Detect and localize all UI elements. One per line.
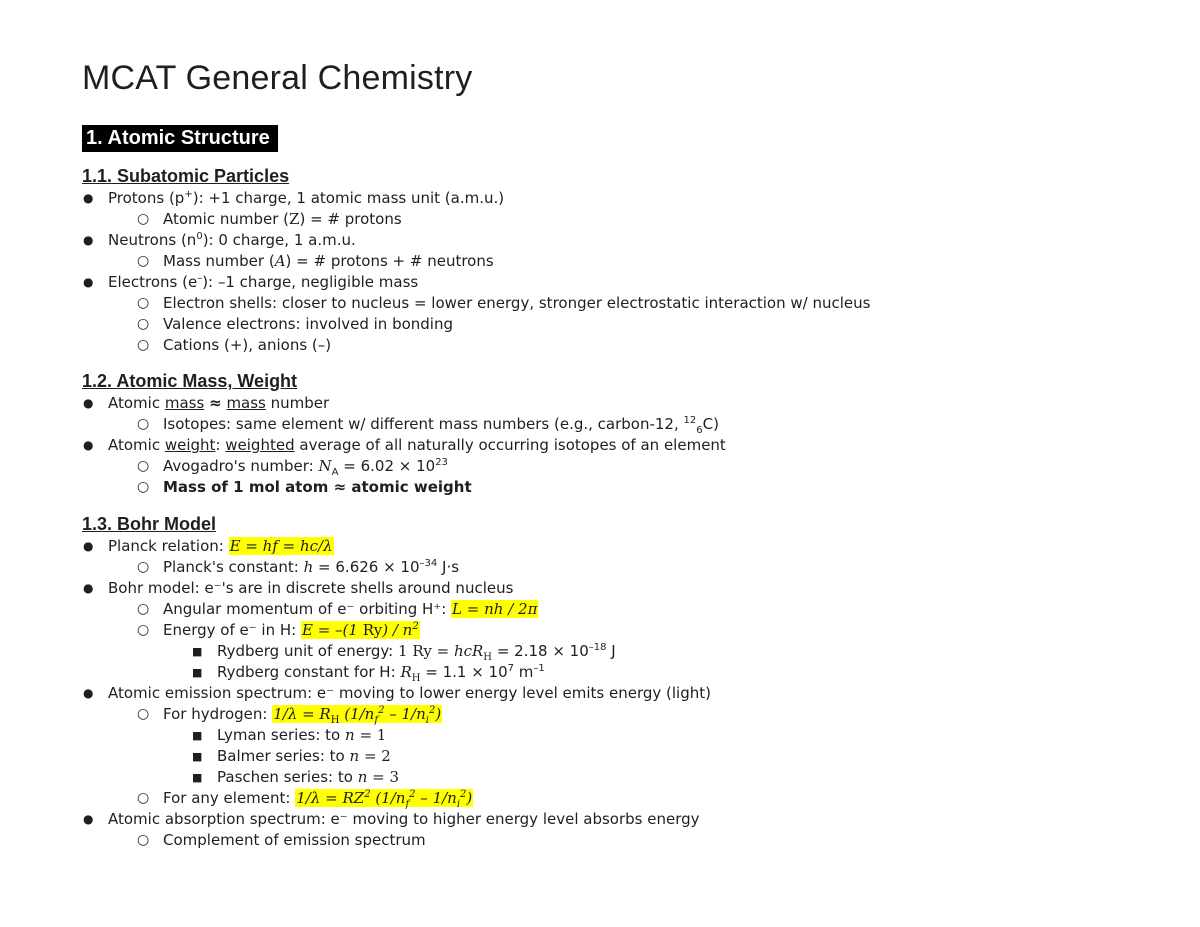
square-bullet-icon: ■ — [192, 666, 203, 679]
list-item: ● Bohr model: e⁻'s are in discrete shells around nucleus — [83, 579, 514, 597]
list-item: ○ Electron shells: closer to nucleus = lower energy, stronger electrostatic interaction w/ nucleus — [137, 294, 871, 312]
bullet-icon: ● — [83, 396, 94, 410]
circle-bullet-icon: ○ — [137, 601, 150, 617]
list-item: ○ Mass of 1 mol atom ≈ atomic weight — [137, 478, 472, 496]
list-item: ● Atomic emission spectrum: e⁻ moving to lower energy level emits energy (light) — [83, 684, 711, 702]
circle-bullet-icon: ○ — [137, 316, 150, 332]
bullet-icon: ● — [83, 275, 94, 289]
circle-bullet-icon: ○ — [137, 790, 150, 806]
circle-bullet-icon: ○ — [137, 211, 150, 227]
bullet-icon: ● — [83, 581, 94, 595]
list-item: ● Planck relation: E = hf = hc/λ — [83, 537, 333, 555]
list-item: ■ Balmer series: to n = 2 — [192, 747, 391, 765]
list-item: ○ Valence electrons: involved in bonding — [137, 315, 454, 333]
subheading-atomic-mass-weight: 1.2. Atomic Mass, Weight — [82, 371, 298, 391]
list-item: ● Atomic absorption spectrum: e⁻ moving to higher energy level absorbs energy — [83, 810, 700, 828]
document-page — [82, 56, 1162, 851]
square-bullet-icon: ■ — [192, 771, 203, 784]
angular-momentum-equation: L = nh / 2π — [452, 600, 538, 618]
circle-bullet-icon: ○ — [137, 295, 150, 311]
bullet-icon: ● — [83, 233, 94, 247]
list-item: ○ For any element: $1/\lambda = RZ^2$ $(1/n_f^2 - 1/n_i^2)$ — [137, 789, 473, 810]
hydrogen-rydberg-equation: $1/\lambda = R_H$ $(1/n_f^2 - 1/n_i^2)$ — [273, 705, 442, 726]
list-item: ○ Atomic number (Z) = # protons — [137, 210, 402, 228]
bullet-icon: ● — [83, 191, 94, 205]
atomic-mass-list — [82, 393, 1162, 498]
list-item: ■ Rydberg constant for H: $R_H = 1.1 \times 10^7$ $m^{-1}$ — [192, 663, 545, 684]
square-bullet-icon: ■ — [192, 645, 203, 658]
bullet-icon: ● — [83, 539, 94, 553]
list-item: ● Atomic mass ≈ mass number — [83, 394, 330, 412]
circle-bullet-icon: ○ — [137, 337, 150, 353]
list-item: ● Neutrons $(n^0)$: 0 charge, 1 a.m.u. — [83, 231, 356, 249]
list-item: ○ Complement of emission spectrum — [137, 831, 426, 849]
circle-bullet-icon: ○ — [137, 832, 150, 848]
circle-bullet-icon: ○ — [137, 706, 150, 722]
list-item: ○ Angular momentum of e⁻ orbiting H⁺: L = nh / 2π — [137, 600, 538, 618]
bullet-icon: ● — [83, 686, 94, 700]
list-item: ○ Mass number (A) = # protons + # neutrons — [137, 252, 494, 270]
list-item: ● Atomic weight: weighted average of all naturally occurring isotopes of an element — [83, 436, 726, 454]
bohr-model-list — [82, 536, 1162, 851]
list-item: ■ Lyman series: to n = 1 — [192, 726, 387, 744]
square-bullet-icon: ■ — [192, 729, 203, 742]
list-item: ○ Planck's constant: $h = 6.626 \times 10^{-34}$ J·s — [137, 558, 460, 576]
subheading-subatomic-particles: 1.1. Subatomic Particles — [82, 166, 290, 186]
bullet-icon: ● — [83, 438, 94, 452]
square-bullet-icon: ■ — [192, 750, 203, 763]
list-item: ○ Energy of e⁻ in H: E = –(1 $Ry) / n^2$ — [137, 621, 419, 639]
list-item: ○ Isotopes: same element w/ different mass numbers (e.g., carbon-12, $^{12}_6$C) — [137, 415, 719, 436]
circle-bullet-icon: ○ — [137, 622, 150, 638]
circle-bullet-icon: ○ — [137, 559, 150, 575]
bullet-icon: ● — [83, 812, 94, 826]
document-title: MCAT General Chemistry — [82, 59, 473, 97]
circle-bullet-icon: ○ — [137, 479, 150, 495]
circle-bullet-icon: ○ — [137, 253, 150, 269]
list-item: ■ Paschen series: to n = 3 — [192, 768, 400, 786]
list-item: ● Electrons (e–): –1 charge, negligible mass — [83, 273, 419, 291]
list-item: ○ For hydrogen: $1/\lambda = R_H$ $(1/n_f^2 - 1/n_i^2)$ — [137, 705, 442, 726]
list-item: ● Protons (p+): +1 charge, 1 atomic mass unit (a.m.u.) — [83, 189, 505, 207]
section-heading-atomic-structure: 1. Atomic Structure — [82, 125, 278, 152]
list-item: ○ Cations (+), anions (–) — [137, 336, 332, 354]
circle-bullet-icon: ○ — [137, 416, 150, 432]
general-rydberg-equation: $1/\lambda = RZ^2$ $(1/n_f^2 - 1/n_i^2)$ — [296, 789, 473, 810]
energy-equation: E = –(1 $Ry) / n^2$ — [301, 621, 419, 639]
planck-equation: E = hf = hc/λ — [229, 537, 333, 555]
subheading-bohr-model: 1.3. Bohr Model — [82, 514, 217, 534]
circle-bullet-icon: ○ — [137, 458, 150, 474]
list-item: ○ Avogadro's number: $N_A = 6.02 \times 10^{23}$ — [137, 457, 448, 478]
subatomic-list — [82, 188, 1162, 356]
list-item: ■ Rydberg unit of energy: 1 $Ry = hcR_H = 2.18 \times 10^{-18}$ J — [192, 642, 616, 663]
